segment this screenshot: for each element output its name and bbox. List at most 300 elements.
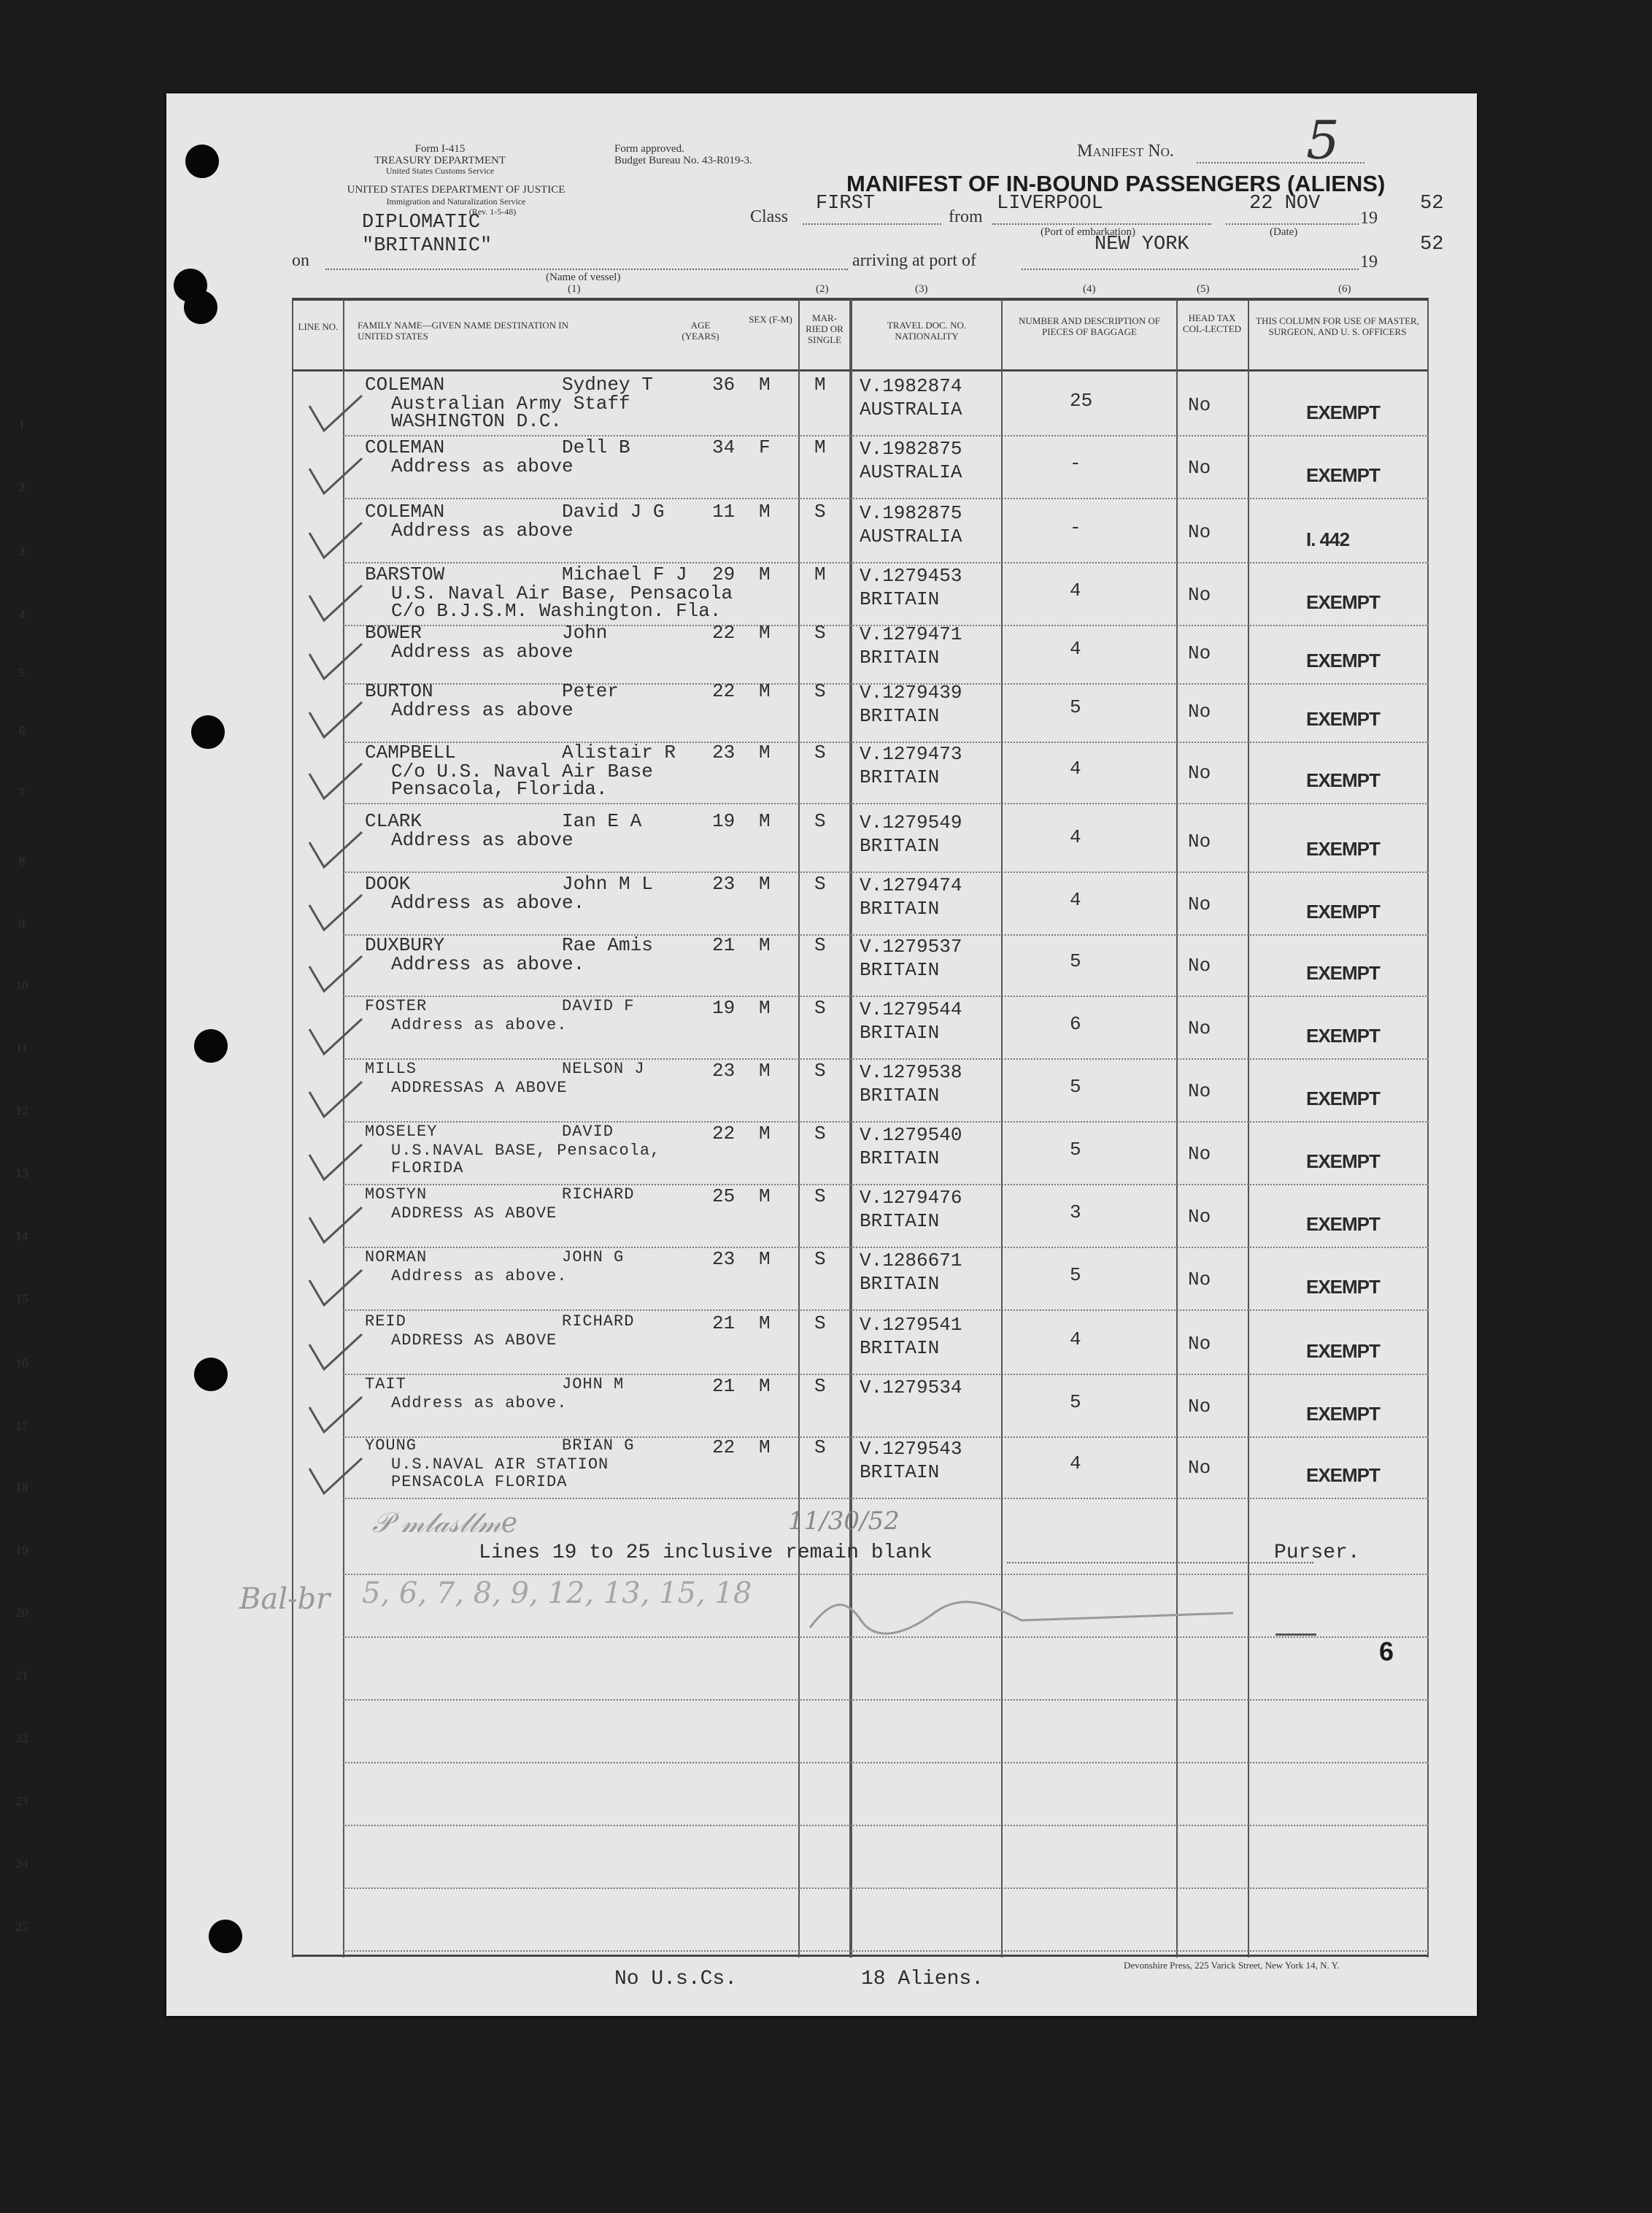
marital-status: S [814,1060,826,1082]
destination: U.S. Naval Air Base, Pensacola [391,582,733,604]
line-number: 17 [15,1419,28,1433]
col-rule [851,299,852,1958]
check-mark [306,890,365,934]
travel-doc-no: V.1286671 [860,1250,962,1271]
head-tax: No [1188,893,1211,915]
destination: C/o U.S. Naval Air Base [391,761,653,782]
sex: M [759,873,771,895]
age: 21 [712,1312,736,1334]
col-sex: SEX (F-M) [749,314,792,325]
age: 25 [712,1185,736,1207]
family-name: DOOK [365,873,411,895]
nationality: BRITAIN [860,1085,940,1106]
nationality: BRITAIN [860,1147,940,1169]
row-rule [343,1309,1429,1311]
marital-status: M [814,436,826,458]
line-number: 11 [15,1041,28,1055]
nationality: BRITAIN [860,959,940,981]
family-name: BARSTOW [365,563,445,585]
row-rule [343,1762,1429,1763]
head-tax: No [1188,521,1211,543]
age: 36 [712,374,736,396]
from-value: LIVERPOOL [997,193,1103,215]
officer-stamp: EXEMPT [1306,1088,1380,1109]
line-number: 24 [15,1857,28,1871]
officer-stamp: EXEMPT [1306,1403,1380,1425]
head-tax: No [1188,831,1211,853]
class-label: Class [750,207,789,226]
family-name: COLEMAN [365,374,445,396]
col-num-6: (6) [1338,283,1351,295]
baggage-count: 4 [1070,1452,1081,1474]
col-num-4: (4) [1083,283,1096,295]
on-label: on [292,251,309,270]
vessel-line [325,269,848,270]
line-number: 25 [15,1920,28,1933]
punch-hole [209,1920,242,1953]
line-number: 5 [18,666,26,680]
given-name: RICHARD [562,1312,635,1331]
travel-doc-no: V.1279473 [860,743,962,765]
nationality: BRITAIN [860,1022,940,1044]
head-tax: No [1188,1143,1211,1165]
family-name: COLEMAN [365,436,445,458]
age: 22 [712,622,736,644]
class-value: FIRST [816,193,876,215]
check-mark [306,1140,365,1184]
head-tax: No [1188,701,1211,723]
family-name: COLEMAN [365,501,445,523]
baggage-count: 6 [1070,1013,1081,1035]
sex: M [759,1185,771,1207]
line-number: 16 [15,1356,28,1370]
sex: F [759,436,771,458]
baggage-count: 5 [1070,1076,1081,1098]
age: 23 [712,742,736,763]
age: 23 [712,1248,736,1270]
sex: M [759,1312,771,1334]
sex: M [759,563,771,585]
sex: M [759,374,771,396]
sex: M [759,622,771,644]
marital-status: S [814,1185,826,1207]
baggage-count: 3 [1070,1201,1081,1223]
punch-hole [194,1358,228,1391]
family-name: MOSTYN [365,1185,428,1204]
age: 22 [712,1436,736,1458]
travel-doc-no: V.1279540 [860,1124,962,1146]
travel-doc-no: V.1279453 [860,565,962,587]
age: 22 [712,1123,736,1144]
check-mark [306,391,365,435]
nationality: AUSTRALIA [860,399,962,420]
destination: Address as above [391,455,574,477]
line-number: 15 [15,1292,28,1306]
marital-status: S [814,742,826,763]
col-rule [292,299,293,1958]
line-number: 19 [15,1543,28,1557]
col-married: MAR-RIED OR SINGLE [806,312,844,345]
head-tax: No [1188,762,1211,784]
blank-lines-note: Lines 19 to 25 inclusive remain blank [479,1542,933,1564]
officer-stamp: EXEMPT [1306,401,1380,423]
table-bottom-rule [292,1955,1429,1957]
marital-status: M [814,374,826,396]
printer-imprint: Devonshire Press, 225 Varick Street, New York 14, N. Y. [1124,1960,1340,1971]
punch-hole [194,1029,228,1063]
manifest-number: 5 [1306,109,1340,171]
line-number: 4 [18,607,26,621]
line-number: 12 [15,1104,28,1117]
travel-doc-no: V.1279549 [860,812,962,834]
margin-note: Bal-br [239,1582,331,1616]
travel-doc-no: V.1279537 [860,936,962,958]
line-number: 18 [15,1480,28,1494]
age: 21 [712,934,736,956]
travel-doc-no: V.1279544 [860,998,962,1020]
table-top-rule [292,298,1429,301]
travel-doc-no: V.1982874 [860,375,962,397]
check-mark [306,581,365,625]
check-mark [306,1203,365,1247]
sex: M [759,997,771,1019]
given-name: BRIAN G [562,1436,635,1455]
line-number: 14 [15,1229,28,1243]
row-rule [343,871,1429,873]
line-number: 23 [15,1794,28,1808]
row-rule [343,435,1429,436]
baggage-count: 5 [1070,696,1081,718]
col-travel-doc: TRAVEL DOC. NO. NATIONALITY [887,320,967,342]
line-number: 22 [15,1731,28,1745]
line-number: 9 [18,917,26,931]
check-mark [306,759,365,803]
col-name: FAMILY NAME—GIVEN NAME DESTINATION IN UNITED STATES [358,320,569,342]
col-officers: THIS COLUMN FOR USE OF MASTER, SURGEON, AND U. S. OFFICERS [1256,315,1419,337]
col-age: AGE (YEARS) [682,320,719,342]
row-rule [343,1825,1429,1826]
sex: M [759,934,771,956]
row-rule [343,996,1429,997]
family-name: CLARK [365,810,422,832]
hand-line-list: 5, 6, 7, 8, 9, 12, 13, 15, 18 [362,1577,752,1610]
travel-doc-no: V.1279543 [860,1438,962,1460]
travel-doc-no: V.1279474 [860,874,962,896]
line-number: 10 [15,978,28,992]
destination: ADDRESS AS ABOVE [391,1204,557,1223]
destination: Australian Army Staff [391,393,630,415]
head-tax: No [1188,1017,1211,1039]
revision-date: (Rev. 1-5-48) [468,207,517,217]
given-name: JOHN M [562,1375,625,1393]
head-tax: No [1188,642,1211,664]
family-name: NORMAN [365,1248,428,1266]
travel-doc-no: V.1982875 [860,438,962,460]
col-rule [1176,299,1178,1958]
arriving-label: arriving at port of [852,251,976,270]
sex: M [759,1436,771,1458]
col-line-no: LINE NO. [298,321,339,332]
nationality: BRITAIN [860,1461,940,1483]
check-mark [306,828,365,871]
marital-status: S [814,1248,826,1270]
destination-2: WASHINGTON D.C. [391,410,563,432]
given-name: DAVID F [562,997,635,1015]
family-name: MILLS [365,1060,417,1078]
destination-2: Pensacola, Florida. [391,778,608,800]
marital-status: S [814,1312,826,1334]
check-mark [306,698,365,742]
nationality: BRITAIN [860,835,940,857]
marital-status: S [814,680,826,702]
officer-stamp: EXEMPT [1306,591,1380,613]
col-rule [798,299,800,1958]
given-name: Michael F J [562,563,687,585]
col-head-tax: HEAD TAX COL-LECTED [1182,312,1242,334]
nationality: BRITAIN [860,898,940,920]
date-value: 22 NOV [1249,193,1321,215]
family-name: BURTON [365,680,433,702]
given-name: Ian E A [562,810,642,832]
destination: U.S.NAVAL BASE, Pensacola, [391,1142,661,1160]
family-name: TAIT [365,1375,406,1393]
destination: Address as above [391,829,574,851]
age: 21 [712,1375,736,1397]
travel-doc-no: V.1279538 [860,1061,962,1083]
justice-dept: UNITED STATES DEPARTMENT OF JUSTICE [347,184,566,196]
row-rule [343,1058,1429,1060]
col-baggage: NUMBER AND DESCRIPTION OF PIECES OF BAGGAGE [1019,315,1160,337]
row-rule [343,1247,1429,1248]
head-tax: No [1188,1457,1211,1479]
family-name: DUXBURY [365,934,445,956]
baggage-count: 4 [1070,580,1081,601]
nationality: BRITAIN [860,647,940,669]
check-mark [306,1077,365,1121]
col-num-3: (3) [915,283,928,295]
given-name: Rae Amis [562,934,653,956]
given-name: Sydney T [562,374,653,396]
check-mark [306,1015,365,1058]
head-tax: No [1188,1206,1211,1228]
given-name: Peter [562,680,620,702]
manifest-no-label: Manifest No. [1077,142,1174,161]
aliens-count: 18 Aliens. [861,1968,984,1990]
destination: Address as above. [391,1267,568,1285]
date-caption: (Date) [1270,226,1298,238]
nationality: BRITAIN [860,766,940,788]
baggage-count: - [1070,517,1081,539]
purser-label: Purser. [1274,1542,1360,1564]
row-rule [343,498,1429,499]
punch-hole [185,145,219,178]
row-rule [343,803,1429,804]
col-num-5: (5) [1197,283,1210,295]
treasury-dept: TREASURY DEPARTMENT [374,155,506,166]
destination: Address as above [391,699,574,721]
destination-2: C/o B.J.S.M. Washington. Fla. [391,600,722,622]
row-rule [343,1498,1429,1499]
col-rule [1427,299,1429,1958]
line-number: 2 [18,480,26,494]
given-name: RICHARD [562,1185,635,1204]
marital-status: S [814,873,826,895]
from-line [992,223,1211,225]
vessel-caption: (Name of vessel) [546,272,621,283]
age: 11 [712,501,736,523]
officer-stamp: EXEMPT [1306,650,1380,671]
officer-stamp: EXEMPT [1306,708,1380,730]
col-num-1: (1) [568,283,581,295]
given-name: John [562,622,608,644]
officer-stamp: EXEMPT [1306,1340,1380,1362]
row-rule [343,1121,1429,1123]
baggage-count: 4 [1070,889,1081,911]
check-mark [306,1393,365,1436]
row-rule [343,1374,1429,1375]
family-name: MOSELEY [365,1123,438,1141]
line-number: 8 [18,854,26,868]
marital-status: S [814,501,826,523]
head-tax: No [1188,394,1211,416]
destination: Address as above. [391,1016,568,1034]
sex: M [759,501,771,523]
travel-doc-no: V.1982875 [860,502,962,524]
nationality: BRITAIN [860,1337,940,1359]
year-prefix-2: 19 [1360,253,1378,272]
age: 22 [712,680,736,702]
marital-status: S [814,934,826,956]
travel-doc-no: V.1279471 [860,623,962,645]
destination: U.S.NAVAL AIR STATION [391,1455,609,1474]
line-number: 7 [18,785,26,799]
officer-stamp: EXEMPT [1306,1213,1380,1235]
age: 23 [712,873,736,895]
officer-stamp: EXEMPT [1306,962,1380,984]
row-rule [343,1950,1429,1952]
line-number: 3 [18,544,26,558]
check-mark [306,639,365,683]
from-label: from [949,207,983,226]
vessel-name: "BRITANNIC" [362,235,493,257]
date-line [1226,223,1359,225]
travel-doc-no: V.1279541 [860,1314,962,1336]
destination: Address as above [391,520,574,542]
marital-status: M [814,563,826,585]
purser-line [1007,1562,1313,1563]
destination: Address as above. [391,953,585,975]
punch-hole [191,715,225,749]
col-rule [1001,299,1003,1958]
given-name: JOHN G [562,1248,625,1266]
check-mark [306,518,365,562]
age: 29 [712,563,736,585]
officer-stamp: EXEMPT [1306,769,1380,791]
marital-status: S [814,1436,826,1458]
sex: M [759,680,771,702]
head-tax: No [1188,1396,1211,1417]
destination: ADDRESS AS ABOVE [391,1331,557,1350]
age: 23 [712,1060,736,1082]
given-name: David J G [562,501,665,523]
officer-stamp: EXEMPT [1306,901,1380,923]
line-number: 21 [15,1669,28,1682]
given-name: Dell B [562,436,630,458]
nationality: BRITAIN [860,705,940,727]
marital-status: S [814,622,826,644]
baggage-count: 4 [1070,1328,1081,1350]
row-rule [343,1574,1429,1575]
line-number: 13 [15,1166,28,1180]
age: 19 [712,997,736,1019]
hand-signature: 𝒫 𝓂𝓁𝒶𝓈𝓁𝓁𝓂𝑒 [372,1506,518,1539]
head-tax: No [1188,457,1211,479]
sex: M [759,742,771,763]
row-rule [343,562,1429,563]
signature-scrawl [803,1584,1240,1642]
check-mark [306,1330,365,1374]
nationality: AUSTRALIA [860,461,962,483]
check-mark [306,952,365,996]
baggage-count: 4 [1070,826,1081,848]
form-approved: Form approved. [614,143,684,155]
sex: M [759,1060,771,1082]
sex: M [759,1375,771,1397]
destination-2: FLORIDA [391,1159,464,1177]
destination: Address as above [391,641,574,663]
head-tax: No [1188,1333,1211,1355]
class-line [803,223,941,225]
baggage-count: 25 [1070,390,1093,412]
officer-stamp: I. 442 [1306,528,1350,550]
header-rule [292,369,1429,372]
head-tax: No [1188,1080,1211,1102]
officer-stamp: EXEMPT [1306,1025,1380,1047]
year-value-2: 52 [1420,234,1444,255]
sex: M [759,810,771,832]
row-rule [343,1184,1429,1185]
row-rule [343,1887,1429,1889]
marital-status: S [814,997,826,1019]
officer-stamp: EXEMPT [1306,838,1380,860]
family-name: REID [365,1312,406,1331]
form-number: Form I-415 [414,143,466,155]
destination: Address as above. [391,892,585,914]
nationality: BRITAIN [860,588,940,610]
baggage-count: 4 [1070,638,1081,660]
arrival-port: NEW YORK [1095,234,1189,255]
nationality: BRITAIN [860,1210,940,1232]
port-line [1022,269,1359,270]
travel-doc-no: V.1279534 [860,1377,962,1398]
baggage-count: 5 [1070,950,1081,972]
line-number: 6 [18,724,26,738]
travel-doc-no: V.1279439 [860,682,962,704]
officer-stamp: EXEMPT [1306,464,1380,486]
head-tax: No [1188,955,1211,977]
col-rule [1248,299,1249,1958]
year-prefix: 19 [1360,209,1378,228]
punch-hole [184,290,217,324]
given-name: John M L [562,873,653,895]
given-name: Alistair R [562,742,676,763]
family-name: YOUNG [365,1436,417,1455]
page-count: 6 [1379,1636,1394,1666]
check-mark [306,1266,365,1309]
line-number: 20 [15,1606,28,1620]
baggage-count: 5 [1070,1139,1081,1161]
destination-2: PENSACOLA FLORIDA [391,1473,568,1491]
